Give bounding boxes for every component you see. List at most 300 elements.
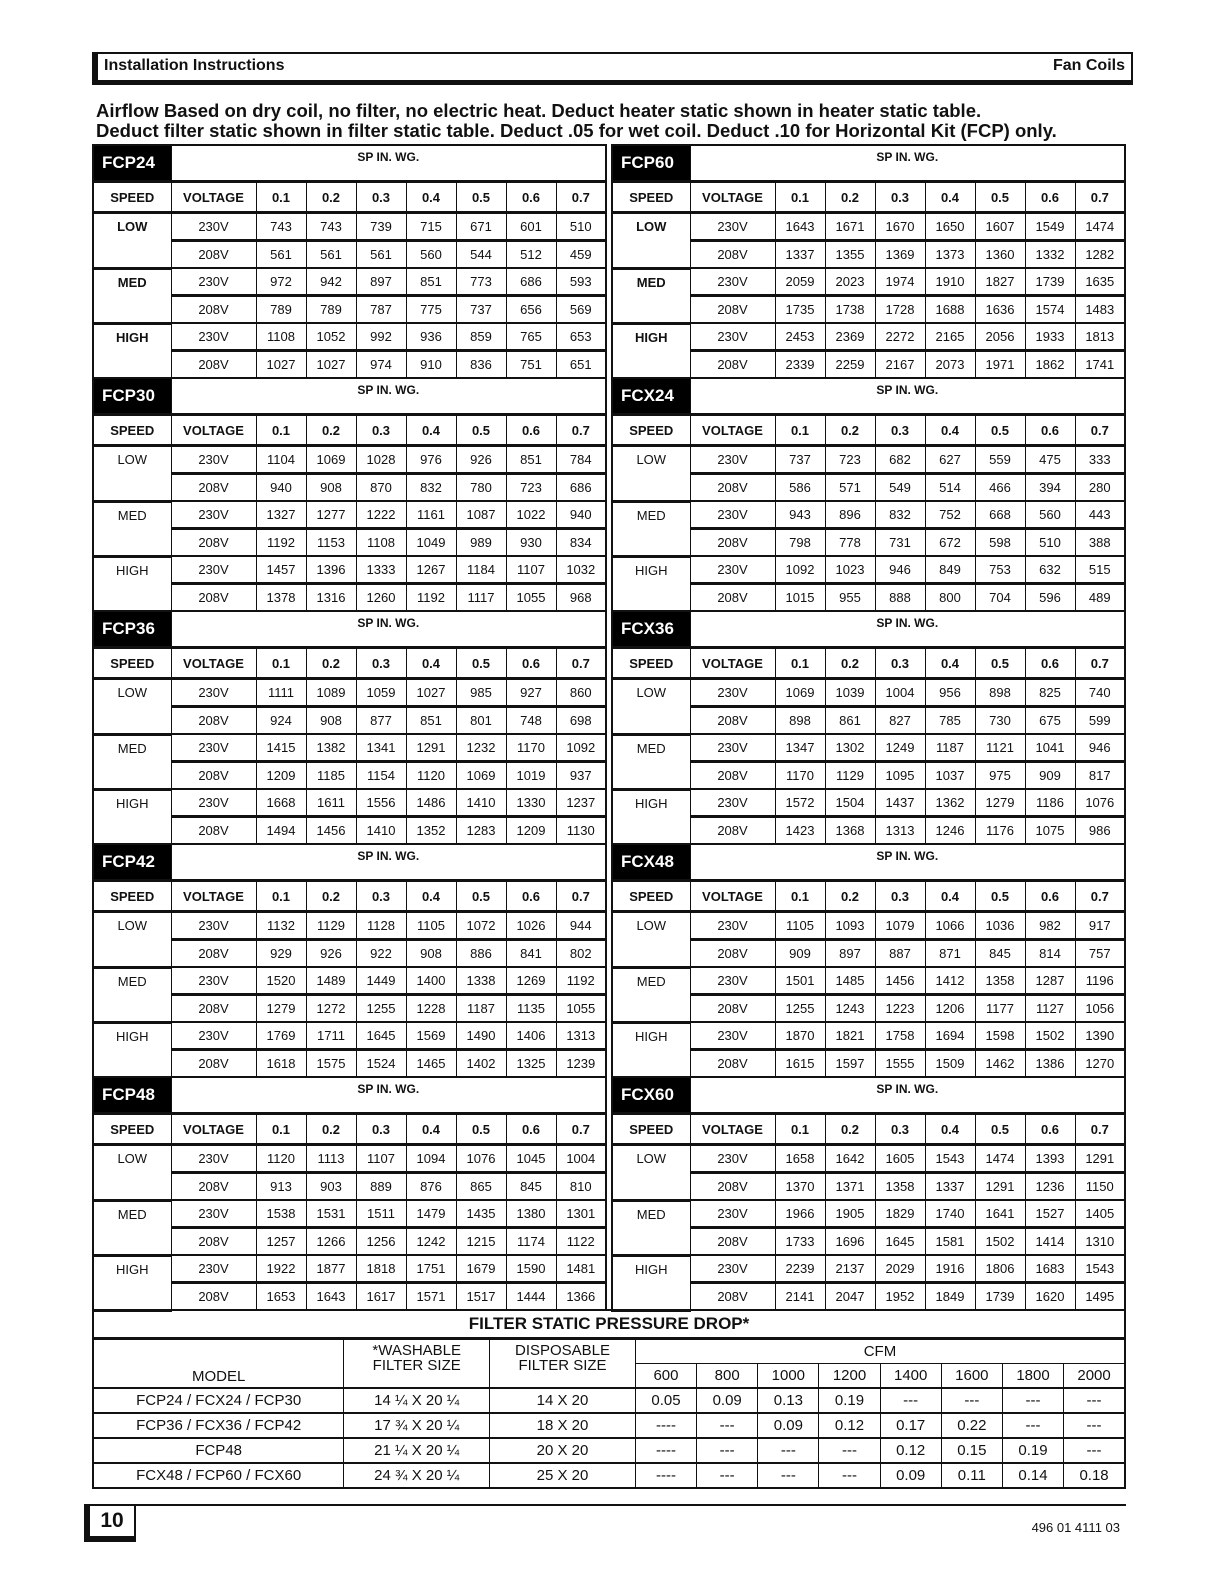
cfm-cell: 653 (556, 323, 606, 351)
cfm-cell: 898 (975, 679, 1025, 707)
cfm-cell: 1758 (875, 1022, 925, 1050)
filter-title-row (93, 1310, 1125, 1339)
cfm-cell: 865 (456, 1173, 506, 1201)
sp-column-header: 0.7 (1075, 1114, 1125, 1145)
cfm-cell: 1232 (456, 734, 506, 762)
cfm-cell: 773 (456, 268, 506, 296)
cfm-cell: 1543 (1075, 1255, 1125, 1283)
cfm-cell: 1282 (1075, 241, 1125, 269)
airflow-table-fcp42 (92, 843, 607, 1079)
cfm-cell: 1019 (506, 762, 556, 790)
voltage-cell: 230V (690, 1022, 775, 1050)
cfm-cell: 1192 (556, 967, 606, 995)
cfm-cell: 1256 (356, 1228, 406, 1256)
cfm-cell: 927 (506, 679, 556, 707)
filter-header-row (93, 1339, 1125, 1364)
cfm-cell: 1257 (256, 1228, 306, 1256)
cfm-cell: 1769 (256, 1022, 306, 1050)
disposable-size: 25 X 20 (490, 1463, 636, 1488)
cfm-cell: 1332 (1025, 241, 1075, 269)
speed-label: MED (93, 967, 171, 1022)
voltage-header: VOLTAGE (690, 1114, 775, 1145)
pressure-drop-cell: --- (1064, 1438, 1125, 1463)
cfm-cell: 1971 (975, 351, 1025, 379)
cfm-cell: 1444 (506, 1283, 556, 1311)
cfm-cell: 1113 (306, 1145, 356, 1173)
pressure-drop-cell: 0.13 (758, 1388, 819, 1413)
washable-size: 17 ¾ X 20 ¼ (344, 1413, 490, 1438)
cfm-cell: 1462 (975, 1050, 1025, 1078)
cfm-cell: 1022 (506, 501, 556, 529)
cfm-cell: 787 (356, 296, 406, 324)
pressure-drop-cell: 0.17 (880, 1413, 941, 1438)
voltage-cell: 208V (690, 817, 775, 845)
cfm-cell: 942 (306, 268, 356, 296)
cfm-cell: 1974 (875, 268, 925, 296)
voltage-cell: 230V (171, 268, 256, 296)
sp-column-header: 0.7 (1075, 648, 1125, 679)
cfm-cell: 672 (925, 529, 975, 557)
cfm-cell: 1572 (775, 789, 825, 817)
cfm-cell: 1556 (356, 789, 406, 817)
pressure-drop-cell: --- (941, 1388, 1002, 1413)
cfm-cell: 937 (556, 762, 606, 790)
cfm-cell: 1222 (356, 501, 406, 529)
speed-header: SPEED (612, 881, 690, 912)
pressure-drop-cell: --- (1002, 1413, 1063, 1438)
cfm-cell: 2137 (825, 1255, 875, 1283)
disposable-size: 14 X 20 (490, 1388, 636, 1413)
cfm-cell: 1185 (306, 762, 356, 790)
model-name: FCP30 (93, 378, 171, 415)
cfm-cell: 976 (406, 446, 456, 474)
cfm-cell: 686 (556, 474, 606, 502)
voltage-cell: 230V (171, 1022, 256, 1050)
cfm-cell: 1184 (456, 556, 506, 584)
voltage-cell: 230V (171, 501, 256, 529)
sp-column-header: 0.6 (1025, 881, 1075, 912)
sp-column-header: 0.3 (875, 182, 925, 213)
cfm-cell: 1176 (975, 817, 1025, 845)
cfm-cell: 817 (1075, 762, 1125, 790)
voltage-cell: 208V (171, 995, 256, 1023)
sp-column-header: 0.6 (506, 1114, 556, 1145)
cfm-cell: 2272 (875, 323, 925, 351)
column-header-row (93, 648, 606, 679)
cfm-cell: 1502 (1025, 1022, 1075, 1050)
voltage-header: VOLTAGE (171, 415, 256, 446)
cfm-cell: 1574 (1025, 296, 1075, 324)
cfm-cell: 1827 (975, 268, 1025, 296)
cfm-cell: 859 (456, 323, 506, 351)
pressure-drop-cell: --- (758, 1463, 819, 1488)
speed-label: MED (93, 501, 171, 556)
cfm-column-header: 2000 (1064, 1364, 1125, 1389)
cfm-cell: 1738 (825, 296, 875, 324)
table-row (93, 556, 606, 584)
cfm-cell: 975 (975, 762, 1025, 790)
model-name: FCP24 (93, 145, 171, 182)
cfm-cell: 827 (875, 707, 925, 735)
sp-column-header: 0.1 (775, 881, 825, 912)
cfm-cell: 851 (406, 268, 456, 296)
cfm-cell: 1260 (356, 584, 406, 612)
filter-row (93, 1413, 1125, 1438)
cfm-cell: 1107 (356, 1145, 406, 1173)
cfm-cell: 1291 (1075, 1145, 1125, 1173)
sp-column-header: 0.5 (975, 881, 1025, 912)
sp-column-header: 0.2 (825, 182, 875, 213)
cfm-cell: 1456 (875, 967, 925, 995)
table-row (93, 446, 606, 474)
cfm-cell: 1150 (1075, 1173, 1125, 1201)
cfm-cell: 1615 (775, 1050, 825, 1078)
cfm-cell: 1192 (406, 584, 456, 612)
cfm-cell: 1027 (256, 351, 306, 379)
cfm-cell: 748 (506, 707, 556, 735)
cfm-cell: 936 (406, 323, 456, 351)
table-row (612, 556, 1125, 584)
voltage-header: VOLTAGE (690, 182, 775, 213)
sp-column-header: 0.7 (556, 881, 606, 912)
cfm-cell: 1004 (875, 679, 925, 707)
table-row (93, 501, 606, 529)
cfm-cell: 1739 (1025, 268, 1075, 296)
model-header: MODEL (93, 1339, 344, 1389)
pressure-drop-cell: --- (880, 1388, 941, 1413)
voltage-cell: 208V (171, 474, 256, 502)
cfm-cell: 627 (925, 446, 975, 474)
cfm-cell: 1489 (306, 967, 356, 995)
cfm-cell: 851 (406, 707, 456, 735)
speed-label: HIGH (93, 1022, 171, 1077)
cfm-cell: 1209 (256, 762, 306, 790)
table-row (93, 1022, 606, 1050)
cfm-cell: 1076 (1075, 789, 1125, 817)
cfm-cell: 1291 (406, 734, 456, 762)
cfm-cell: 1055 (556, 995, 606, 1023)
table-row (612, 1200, 1125, 1228)
sp-column-header: 0.2 (306, 415, 356, 446)
cfm-cell: 1291 (975, 1173, 1025, 1201)
cfm-cell: 1302 (825, 734, 875, 762)
cfm-cell: 1543 (925, 1145, 975, 1173)
cfm-cell: 1437 (875, 789, 925, 817)
cfm-cell: 596 (1025, 584, 1075, 612)
sp-column-header: 0.5 (975, 1114, 1025, 1145)
cfm-cell: 834 (556, 529, 606, 557)
sp-column-header: 0.6 (506, 415, 556, 446)
sp-column-header: 0.7 (1075, 415, 1125, 446)
filter-model: FCP24 / FCX24 / FCP30 (93, 1388, 344, 1413)
cfm-cell: 1605 (875, 1145, 925, 1173)
cfm-cell: 1170 (775, 762, 825, 790)
cfm-cell: 1456 (306, 817, 356, 845)
cfm-cell: 1635 (1075, 268, 1125, 296)
pressure-drop-cell: --- (697, 1438, 758, 1463)
cfm-cell: 1283 (456, 817, 506, 845)
cfm-cell: 1538 (256, 1200, 306, 1228)
washable-header (344, 1339, 490, 1389)
airflow-table-fcp36 (92, 610, 607, 846)
table-row (612, 501, 1125, 529)
filter-title: FILTER STATIC PRESSURE DROP* (93, 1310, 1125, 1339)
voltage-cell: 208V (690, 241, 775, 269)
cfm-cell: 1052 (306, 323, 356, 351)
cfm-cell: 671 (456, 213, 506, 241)
cfm-cell: 1104 (256, 446, 306, 474)
cfm-cell: 1037 (925, 762, 975, 790)
voltage-header: VOLTAGE (171, 881, 256, 912)
cfm-cell: 1327 (256, 501, 306, 529)
sp-column-header: 0.6 (1025, 1114, 1075, 1145)
washable-size: 24 ¾ X 20 ¼ (344, 1463, 490, 1488)
pressure-drop-cell: 0.15 (941, 1438, 1002, 1463)
cfm-cell: 1127 (1025, 995, 1075, 1023)
speed-label: LOW (612, 679, 690, 735)
speed-label: LOW (93, 1145, 171, 1201)
cfm-cell: 443 (1075, 501, 1125, 529)
cfm-cell: 1255 (356, 995, 406, 1023)
cfm-cell: 940 (256, 474, 306, 502)
voltage-cell: 208V (171, 707, 256, 735)
cfm-cell: 1117 (456, 584, 506, 612)
cfm-cell: 800 (925, 584, 975, 612)
column-header-row (93, 182, 606, 213)
cfm-cell: 1740 (925, 1200, 975, 1228)
voltage-cell: 230V (171, 323, 256, 351)
cfm-cell: 1337 (925, 1173, 975, 1201)
speed-label: LOW (93, 213, 171, 269)
intro-line-1: Airflow Based on dry coil, no filter, no electric heat. Deduct heater static shown in heater static table. (96, 100, 982, 121)
cfm-cell: 1386 (1025, 1050, 1075, 1078)
cfm-cell: 1382 (306, 734, 356, 762)
cfm-cell: 929 (256, 940, 306, 968)
sp-column-header: 0.4 (406, 182, 456, 213)
cfm-cell: 1027 (306, 351, 356, 379)
cfm-cell: 1569 (406, 1022, 456, 1050)
cfm-cell: 1267 (406, 556, 456, 584)
cfm-cell: 926 (306, 940, 356, 968)
airflow-table-fcp48 (92, 1076, 607, 1312)
cfm-cell: 1643 (775, 213, 825, 241)
cfm-cell: 1870 (775, 1022, 825, 1050)
cfm-cell: 1027 (406, 679, 456, 707)
cfm-cell: 798 (775, 529, 825, 557)
voltage-cell: 208V (690, 940, 775, 968)
sp-column-header: 0.1 (256, 1114, 306, 1145)
pressure-drop-cell: 0.09 (697, 1388, 758, 1413)
table-row (612, 268, 1125, 296)
cfm-cell: 1694 (925, 1022, 975, 1050)
sp-column-header: 0.5 (456, 182, 506, 213)
cfm-cell: 1485 (825, 967, 875, 995)
cfm-cell: 1069 (306, 446, 356, 474)
cfm-cell: 2059 (775, 268, 825, 296)
cfm-cell: 896 (825, 501, 875, 529)
cfm-cell: 909 (1025, 762, 1075, 790)
pressure-drop-cell: 0.18 (1064, 1463, 1125, 1488)
cfm-cell: 1270 (1075, 1050, 1125, 1078)
voltage-cell: 230V (690, 912, 775, 940)
cfm-cell: 922 (356, 940, 406, 968)
cfm-cell: 1406 (506, 1022, 556, 1050)
cfm-cell: 1618 (256, 1050, 306, 1078)
cfm-cell: 1862 (1025, 351, 1075, 379)
cfm-cell: 1362 (925, 789, 975, 817)
cfm-cell: 1161 (406, 501, 456, 529)
voltage-cell: 208V (171, 817, 256, 845)
speed-label: LOW (93, 446, 171, 502)
cfm-cell: 1358 (875, 1173, 925, 1201)
filter-row (93, 1463, 1125, 1488)
footer-rule (92, 1504, 1126, 1506)
cfm-cell: 1818 (356, 1255, 406, 1283)
column-header-row (612, 182, 1125, 213)
table-row (612, 213, 1125, 241)
voltage-cell: 208V (171, 296, 256, 324)
cfm-cell: 886 (456, 940, 506, 968)
cfm-cell: 940 (556, 501, 606, 529)
cfm-cell: 1597 (825, 1050, 875, 1078)
cfm-cell: 1066 (925, 912, 975, 940)
sp-column-header: 0.6 (506, 182, 556, 213)
cfm-cell: 686 (506, 268, 556, 296)
cfm-cell: 1347 (775, 734, 825, 762)
voltage-cell: 208V (171, 529, 256, 557)
cfm-cell: 544 (456, 241, 506, 269)
table-row (93, 1145, 606, 1173)
speed-label: LOW (612, 1145, 690, 1201)
sp-column-header: 0.6 (1025, 415, 1075, 446)
model-name: FCX24 (612, 378, 690, 415)
cfm-cell: 1670 (875, 213, 925, 241)
voltage-cell: 230V (171, 1145, 256, 1173)
cfm-cell: 1196 (1075, 967, 1125, 995)
intro-line-2: Deduct filter static shown in filter static table. Deduct .05 for wet coil. Deduct .10 for Horizontal Kit (FCP) only. (96, 120, 1057, 141)
voltage-cell: 208V (690, 351, 775, 379)
cfm-cell: 2369 (825, 323, 875, 351)
cfm-cell: 1636 (975, 296, 1025, 324)
cfm-cell: 887 (875, 940, 925, 968)
cfm-cell: 1120 (256, 1145, 306, 1173)
cfm-cell: 1316 (306, 584, 356, 612)
cfm-column-header: 800 (697, 1364, 758, 1389)
sp-column-header: 0.7 (1075, 182, 1125, 213)
cfm-cell: 1735 (775, 296, 825, 324)
voltage-cell: 208V (171, 1050, 256, 1078)
cfm-cell: 1373 (925, 241, 975, 269)
cfm-column-header: 600 (635, 1364, 696, 1389)
voltage-cell: 230V (690, 1200, 775, 1228)
cfm-cell: 1517 (456, 1283, 506, 1311)
cfm-cell: 1490 (456, 1022, 506, 1050)
cfm-cell: 1683 (1025, 1255, 1075, 1283)
cfm-cell: 785 (925, 707, 975, 735)
cfm-cell: 985 (456, 679, 506, 707)
cfm-cell: 514 (925, 474, 975, 502)
speed-header: SPEED (612, 415, 690, 446)
table-row (93, 323, 606, 351)
disposable-header-line: DISPOSABLE (514, 1342, 611, 1359)
airflow-table-fcp60 (611, 144, 1126, 380)
voltage-cell: 230V (690, 446, 775, 474)
pressure-drop-cell: --- (697, 1463, 758, 1488)
cfm-cell: 972 (256, 268, 306, 296)
sp-column-header: 0.3 (875, 881, 925, 912)
speed-label: HIGH (93, 323, 171, 378)
sp-column-header: 0.2 (306, 648, 356, 679)
airflow-table-fcx24 (611, 377, 1126, 613)
cfm-cell: 388 (1075, 529, 1125, 557)
cfm-cell: 656 (506, 296, 556, 324)
voltage-cell: 230V (690, 323, 775, 351)
table-row (612, 1022, 1125, 1050)
cfm-cell: 1045 (506, 1145, 556, 1173)
voltage-header: VOLTAGE (690, 415, 775, 446)
cfm-cell: 2029 (875, 1255, 925, 1283)
cfm-cell: 913 (256, 1173, 306, 1201)
cfm-cell: 1128 (356, 912, 406, 940)
table-row (93, 1255, 606, 1283)
sp-column-header: 0.1 (775, 648, 825, 679)
voltage-header: VOLTAGE (171, 648, 256, 679)
sp-column-header: 0.7 (556, 415, 606, 446)
cfm-cell: 1728 (875, 296, 925, 324)
airflow-table-fcx60 (611, 1076, 1126, 1312)
cfm-cell: 1360 (975, 241, 1025, 269)
cfm-cell: 989 (456, 529, 506, 557)
cfm-cell: 908 (306, 474, 356, 502)
pressure-drop-cell: 0.19 (819, 1388, 880, 1413)
cfm-cell: 1187 (925, 734, 975, 762)
cfm-cell: 1039 (825, 679, 875, 707)
header-title: Installation Instructions (104, 57, 285, 74)
cfm-cell: 946 (875, 556, 925, 584)
voltage-cell: 208V (171, 351, 256, 379)
voltage-cell: 208V (690, 1050, 775, 1078)
cfm-cell: 1069 (775, 679, 825, 707)
cfm-cell: 1246 (925, 817, 975, 845)
pressure-drop-cell: ---- (635, 1438, 696, 1463)
cfm-cell: 651 (556, 351, 606, 379)
cfm-cell: 1465 (406, 1050, 456, 1078)
cfm-cell: 1933 (1025, 323, 1075, 351)
sp-column-header: 0.3 (356, 1114, 406, 1145)
cfm-cell: 1269 (506, 967, 556, 995)
cfm-cell: 955 (825, 584, 875, 612)
pressure-drop-cell: 0.09 (758, 1413, 819, 1438)
cfm-cell: 1435 (456, 1200, 506, 1228)
pressure-drop-cell: 0.09 (880, 1463, 941, 1488)
voltage-cell: 230V (171, 789, 256, 817)
filter-static-table (92, 1309, 1126, 1489)
title-row (93, 1077, 606, 1114)
table-row (93, 679, 606, 707)
cfm-cell: 1111 (256, 679, 306, 707)
cfm-cell: 1645 (875, 1228, 925, 1256)
cfm-cell: 1370 (775, 1173, 825, 1201)
cfm-cell: 1415 (256, 734, 306, 762)
cfm-cell: 1474 (1075, 213, 1125, 241)
disposable-size: 18 X 20 (490, 1413, 636, 1438)
model-name: FCX36 (612, 611, 690, 648)
cfm-cell: 1524 (356, 1050, 406, 1078)
cfm-cell: 1049 (406, 529, 456, 557)
cfm-cell: 1481 (556, 1255, 606, 1283)
cfm-cell: 1301 (556, 1200, 606, 1228)
voltage-cell: 208V (690, 762, 775, 790)
